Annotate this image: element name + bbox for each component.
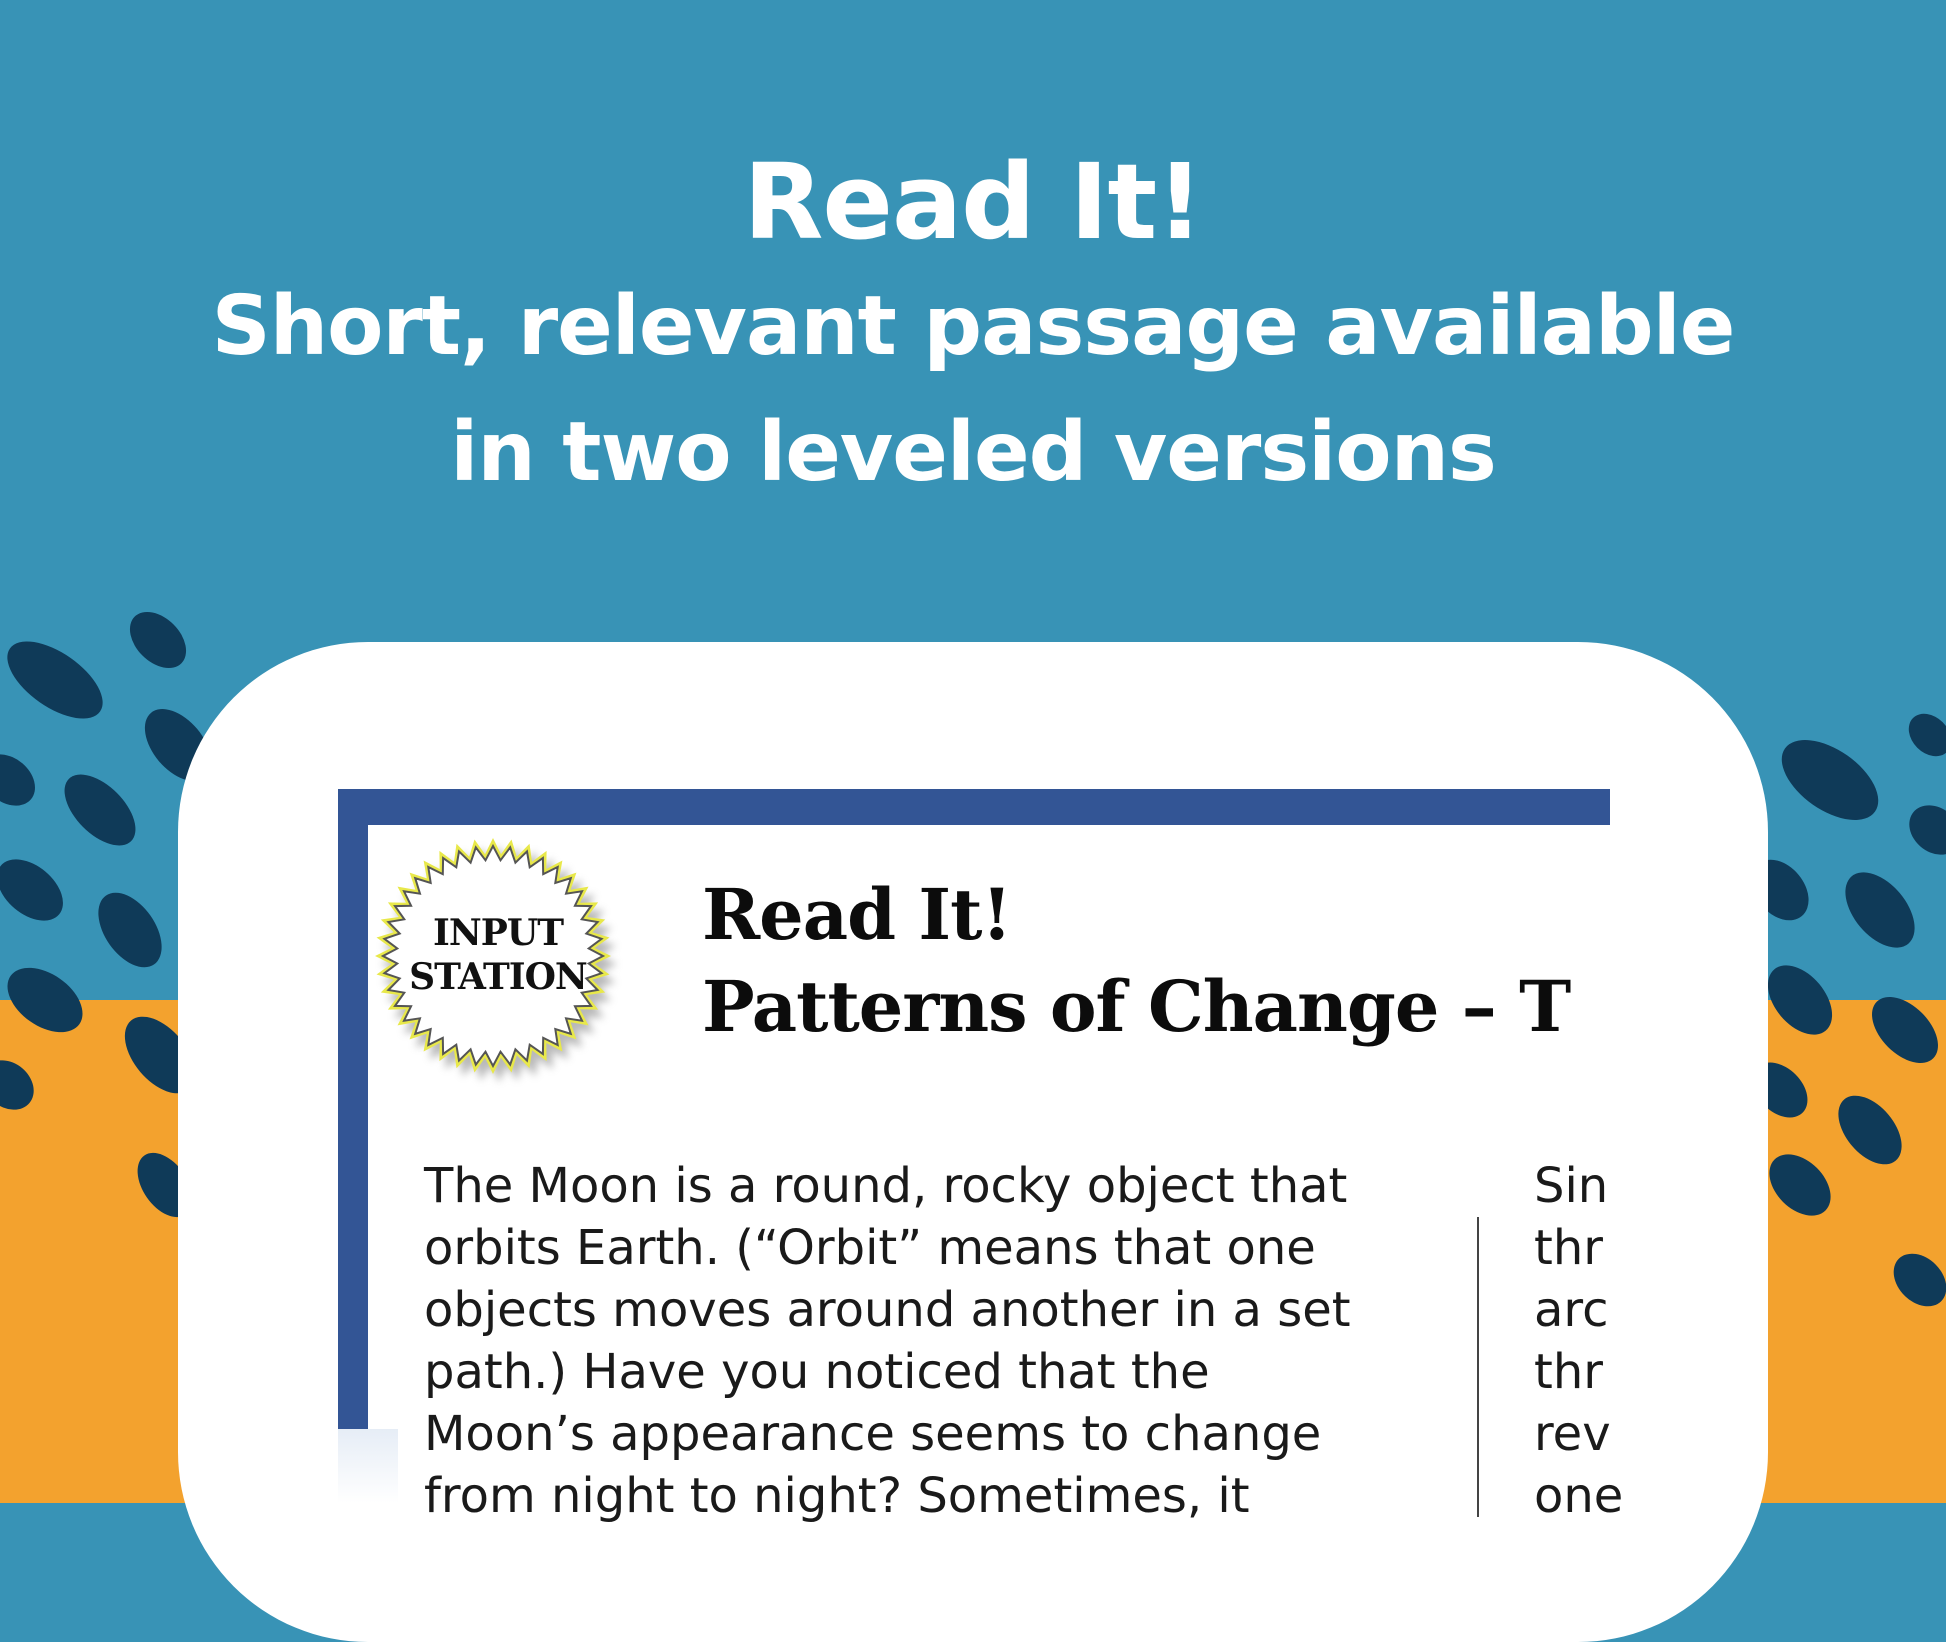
passage-line: rev [1534, 1406, 1611, 1462]
passage-line: thr [1534, 1220, 1603, 1276]
passage-line: from night to night? Sometimes, it [424, 1468, 1250, 1524]
seal-label-line2: STATION [409, 956, 587, 998]
document-preview [338, 789, 1624, 1524]
document-left-border [338, 789, 368, 1503]
passage-line: The Moon is a round, rocky object that [424, 1158, 1348, 1214]
passage-line: Moon’s appearance seems to change [424, 1406, 1322, 1462]
passage-line: arc [1534, 1282, 1609, 1338]
passage-column-2 [1534, 1155, 1654, 1527]
headline-title: Read It! [743, 141, 1203, 263]
column-divider [1477, 1217, 1479, 1517]
document-top-border [338, 789, 1610, 825]
passage-column-1 [424, 1155, 1464, 1527]
passage-line: one [1534, 1468, 1624, 1524]
headline [0, 140, 1946, 516]
passage-line: orbits Earth. (“Orbit” means that one [424, 1220, 1316, 1276]
document-left-fade [338, 1429, 398, 1503]
passage-line: objects moves around another in a set [424, 1282, 1351, 1338]
seal-label-line1: INPUT [433, 912, 563, 954]
document-title-line2: Patterns of Change – T [702, 965, 1571, 1048]
document-title [702, 869, 1570, 1053]
headline-subtitle-line2: in two leveled versions [450, 405, 1496, 500]
document-title-line1: Read It! [702, 873, 1012, 956]
passage-line: path.) Have you noticed that the [424, 1344, 1210, 1400]
passage-line: thr [1534, 1344, 1603, 1400]
passage-line: Sin [1534, 1158, 1609, 1214]
seal-label [368, 911, 628, 999]
headline-subtitle-line1: Short, relevant passage available [211, 279, 1735, 374]
